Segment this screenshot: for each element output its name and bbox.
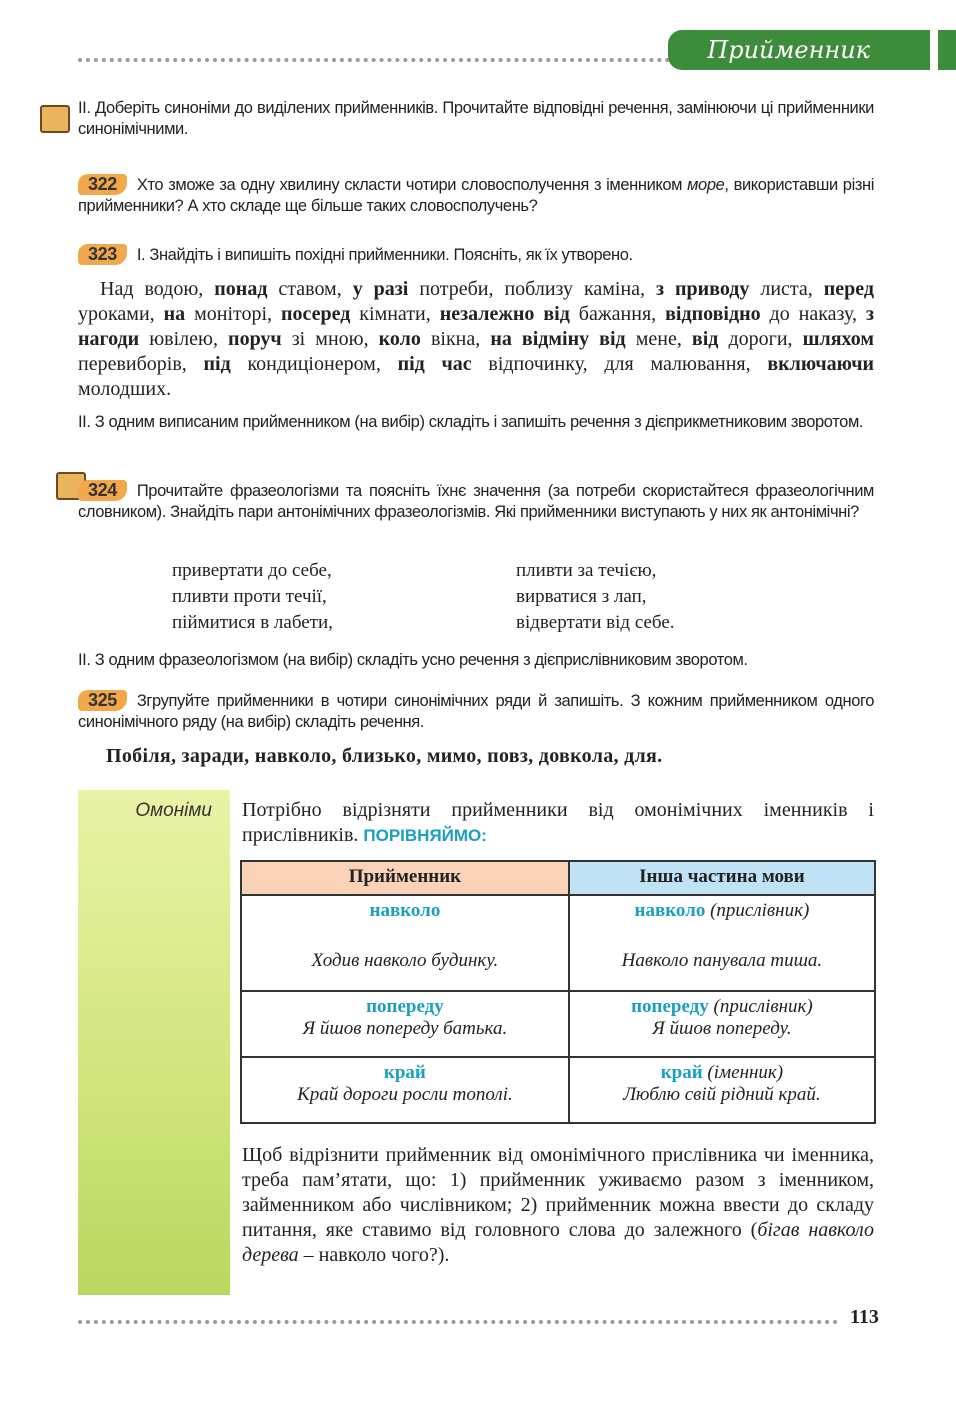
passage-text: кімнати, xyxy=(350,303,440,325)
task-text: , використавши різні прийменники? А хто складе ще більше таких словосполучень? xyxy=(78,176,874,215)
task-text: Згрупуйте прийменники в чотири синонімічних ряди й запишіть. З кожним прийменником одного синонімічного ряду (на вибір) складіть речення. xyxy=(78,692,874,731)
task-text: І. Знайдіть і випишіть похідні прийменники. Поясніть, як їх утворено. xyxy=(136,246,633,264)
passage xyxy=(78,277,874,402)
phrase: вирватися з лап, xyxy=(516,586,647,607)
highlighted-preposition: з нагоди xyxy=(78,303,874,350)
task-prev-part2: II. Доберіть синоніми до виділених прийменників. Прочитайте відповідні речення, замінюючи ці прийменники синонімічними. xyxy=(78,99,874,138)
task-324-part2: II. З одним фразеологізмом (на вибір) складіть усно речення з дієприслівниковим зворотом. xyxy=(78,651,748,669)
task-text: Хто зможе за одну хвилину скласти чотири словосполучення з іменником xyxy=(136,176,688,194)
rule-example: бігав навколо дерева xyxy=(242,1219,874,1266)
task-number: 323 xyxy=(78,244,127,265)
passage-text: листа, xyxy=(749,278,824,300)
highlighted-preposition: на xyxy=(163,303,186,325)
compare-label: ПОРІВНЯЙМО: xyxy=(363,826,487,845)
passage-text: ставом, xyxy=(267,278,353,300)
passage-text: уроками, xyxy=(78,303,164,325)
cell xyxy=(569,895,875,991)
passage-text: вікна, xyxy=(420,328,491,350)
keyword: край xyxy=(660,1062,703,1083)
theory-label: Омоніми xyxy=(135,800,212,821)
highlighted-preposition: від xyxy=(691,328,719,350)
note: (іменник) xyxy=(707,1062,784,1083)
passage-text: мене, xyxy=(625,328,692,350)
highlighted-preposition: відповідно xyxy=(665,303,761,325)
highlighted-preposition: на відміну від xyxy=(490,328,626,350)
page-number: 113 xyxy=(850,1306,879,1328)
header-preposition: Прийменник xyxy=(241,861,569,895)
rule-text: Щоб відрізнити прийменник від омонімічного прислівника чи іменника, треба пам’ятати, що: 1) прийменник уживаємо разом з іменником, займенником або числівником; 2) прийменник можна ввести до складу питання, яке ставимо від головного слова до залежного ( xyxy=(242,1144,874,1241)
passage-text: кондиціонером, xyxy=(230,353,398,375)
phrase: пливти за течією, xyxy=(516,560,657,581)
cell xyxy=(569,991,875,1057)
task-italic: море xyxy=(687,176,725,194)
example: Я йшов попереду. xyxy=(652,1018,792,1039)
phrase: відвертати від себе. xyxy=(516,612,675,633)
theory-intro xyxy=(242,798,874,848)
chapter-tab-edge xyxy=(938,30,956,70)
highlighted-preposition: незалежно від xyxy=(439,303,570,325)
passage-text: до наказу, xyxy=(760,303,866,325)
theory-rule xyxy=(242,1143,874,1268)
passage-text: моніторі, xyxy=(185,303,281,325)
highlighted-preposition: під xyxy=(203,353,231,375)
passage-text: молодших. xyxy=(78,378,172,400)
theory-sidebar xyxy=(78,790,230,1295)
passage-text: перевиборів, xyxy=(78,353,204,375)
example: Край дороги росли тополі. xyxy=(297,1084,513,1105)
keyword: попереду xyxy=(631,996,709,1017)
phrase: піймитися в лабети, xyxy=(172,612,333,633)
book-icon xyxy=(40,105,70,133)
header-other: Інша частина мови xyxy=(569,861,875,895)
passage-text: дороги, xyxy=(718,328,803,350)
task-325 xyxy=(78,690,874,733)
highlighted-preposition: включаючи xyxy=(767,353,874,375)
task-323 xyxy=(78,244,874,266)
task-323-part2: II. З одним виписаним прийменником (на вибір) складіть і запишіть речення з дієприкметниковим зворотом. xyxy=(78,413,864,431)
task-number: 324 xyxy=(78,480,127,501)
bottom-divider xyxy=(78,1320,838,1324)
task-322 xyxy=(78,174,874,217)
note: (прислівник) xyxy=(713,996,813,1017)
note: (прислівник) xyxy=(710,900,810,921)
highlighted-preposition: під час xyxy=(397,353,472,375)
phrase: пливти проти течії, xyxy=(172,586,327,607)
task-324 xyxy=(78,480,874,523)
example: Навколо панувала тиша. xyxy=(621,950,823,971)
passage-text: зі мною, xyxy=(281,328,379,350)
highlighted-preposition: посеред xyxy=(280,303,351,325)
passage-text: відпочинку, для малювання, xyxy=(471,353,768,375)
highlighted-preposition: поруч xyxy=(228,328,282,350)
task-number: 325 xyxy=(78,690,127,711)
cell xyxy=(569,1057,875,1123)
chapter-tab: Прийменник xyxy=(668,30,930,70)
comparison-table xyxy=(240,860,876,1124)
passage-text: Над водою, xyxy=(100,278,215,300)
example: Ходив навколо будинку. xyxy=(311,950,499,971)
cell xyxy=(241,1057,569,1123)
highlighted-preposition: коло xyxy=(378,328,421,350)
intro-text: Потрібно відрізняти прийменники від омонімічних іменників і прислівників. xyxy=(242,799,874,846)
example: Я йшов попереду батька. xyxy=(302,1018,508,1039)
keyword: навколо xyxy=(369,900,441,921)
highlighted-preposition: шляхом xyxy=(802,328,874,350)
task-325-words: Побіля, заради, навколо, близько, мимо, повз, довкола, для. xyxy=(106,745,663,767)
cell xyxy=(241,991,569,1057)
keyword: край xyxy=(383,1062,426,1083)
highlighted-preposition: у разі xyxy=(352,278,409,300)
keyword: попереду xyxy=(366,996,444,1017)
top-divider xyxy=(78,58,678,62)
task-number: 322 xyxy=(78,174,127,195)
highlighted-preposition: понад xyxy=(214,278,268,300)
highlighted-preposition: перед xyxy=(823,278,875,300)
passage-text: потреби, поблизу каміна, xyxy=(408,278,657,300)
phrases-left xyxy=(172,558,333,636)
phrases-right xyxy=(516,558,675,636)
keyword: навколо xyxy=(634,900,706,921)
phrase: привертати до себе, xyxy=(172,560,332,581)
passage-text: ювілею, xyxy=(139,328,229,350)
highlighted-preposition: з приводу xyxy=(656,278,750,300)
passage-text: бажання, xyxy=(569,303,666,325)
task-text: Прочитайте фразеологізми та поясніть їхнє значення (за потреби скористайтеся фразеологічним словником). Знайдіть пари антонімічних фразеологізмів. Які прийменники виступають у них як антонімічні? xyxy=(78,482,874,521)
rule-text: – навколо чого?). xyxy=(298,1244,450,1266)
example: Люблю свій рідний край. xyxy=(623,1084,821,1105)
cell xyxy=(241,895,569,991)
